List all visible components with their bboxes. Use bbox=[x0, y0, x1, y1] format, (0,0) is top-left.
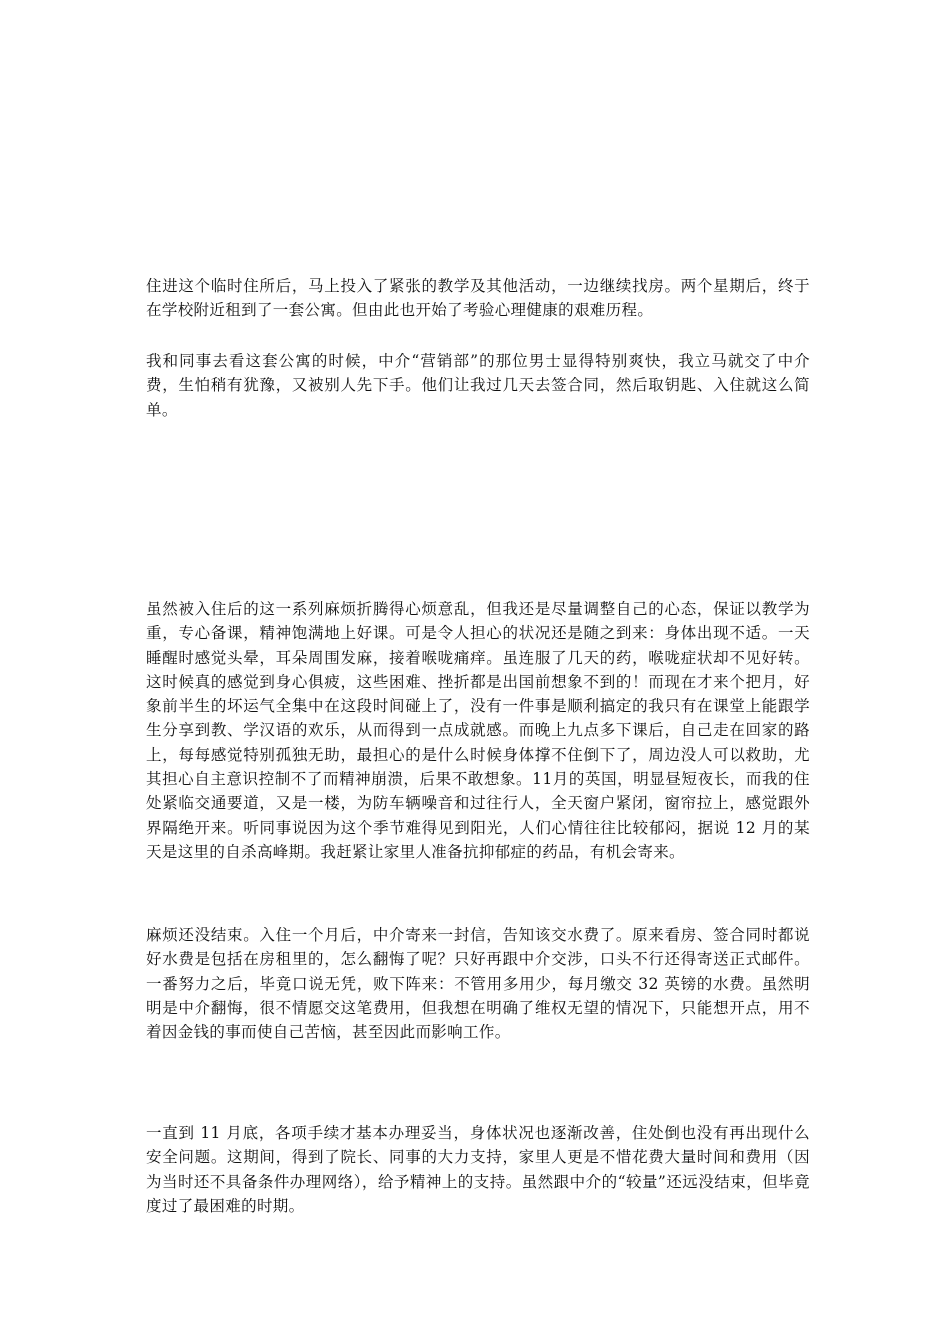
paragraph-1: 住进这个临时住所后，马上投入了紧张的教学及其他活动，一边继续找房。两个星期后，终于在学校附近租到了一套公寓。但由此也开始了考验心理健康的艰难历程。 bbox=[146, 277, 810, 320]
paragraph-5: 一直到 11 月底，各项手续才基本办理妥当，身体状况也逐渐改善，住处倒也没有再出现什么安全问题。这期间，得到了院长、同事的大力支持，家里人更是不惜花费大量时间和费用（因为当时还不具备条件办理网络），给予精神上的支持。虽然跟中介的“较量”还远没结束，但毕竟度过了最困难的时期。 bbox=[146, 1124, 810, 1215]
paragraph-2: 我和同事去看这套公寓的时候，中介“营销部”的那位男士显得特别爽快，我立马就交了中介费，生怕稍有犹豫，又被别人先下手。他们让我过几天去签合同，然后取钥匙、入住就这么简单。 bbox=[146, 352, 810, 419]
paragraph-4: 麻烦还没结束。入住一个月后，中介寄来一封信，告知该交水费了。原来看房、签合同时都说好水费是包括在房租里的，怎么翻悔了呢？只好再跟中介交涉，口头不行还得寄送正式邮件。一番努力之后，毕竟口说无凭，败下阵来：不管用多用少，每月缴交 32 英镑的水费。虽然明明是中介翻悔，很不情愿交这笔费用，但我想在明确了维权无望的情况下，只能想开点，用不着因金钱的事而使自己苦恼，甚至因此而影响工作。 bbox=[146, 926, 810, 1042]
paragraph-3: 虽然被入住后的这一系列麻烦折腾得心烦意乱，但我还是尽量调整自己的心态，保证以教学为重，专心备课，精神饱满地上好课。可是令人担心的状况还是随之到来：身体出现不适。一天睡醒时感觉头晕，耳朵周围发麻，接着喉咙痛痒。虽连服了几天的药，喉咙症状却不见好转。这时候真的感觉到身心俱疲，这些困难、挫折都是出国前想象不到的！而现在才来个把月，好象前半生的坏运气全集中在这段时间碰上了，没有一件事是顺利搞定的我只有在课堂上能跟学生分享到教、学汉语的欢乐，从而得到一点成就感。而晚上九点多下课后，自己走在回家的路上，每每感觉特别孤独无助，最担心的是什么时候身体撑不住倒下了，周边没人可以救助，尤其担心自主意识控制不了而精神崩溃，后果不敢想象。11月的英国，明显昼短夜长，而我的住处紧临交通要道，又是一楼，为防车辆噪音和过往行人，全天窗户紧闭，窗帘拉上，感觉跟外界隔绝开来。听同事说因为这个季节难得见到阳光，人们心情往往比较郁闷，据说 12 月的某天是这里的自杀高峰期。我赶紧让家里人准备抗抑郁症的药品，有机会寄来。 bbox=[146, 600, 810, 861]
